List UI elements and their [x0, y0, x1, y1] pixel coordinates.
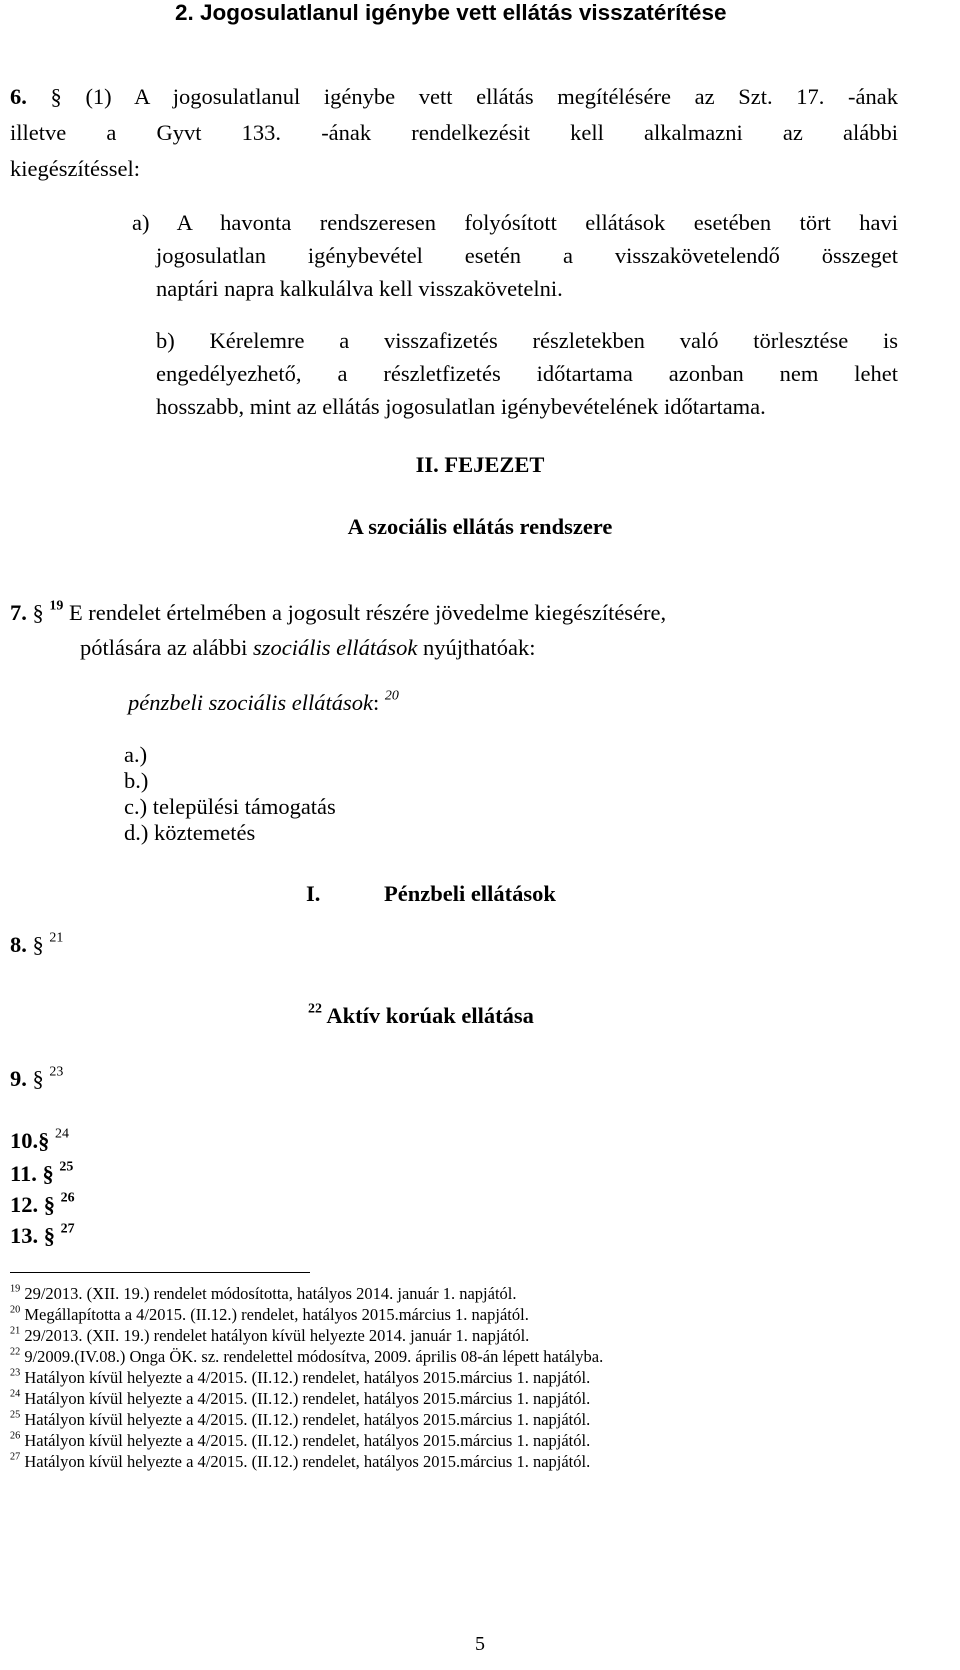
section-sign: §	[32, 932, 44, 957]
footnote	[10, 1389, 590, 1409]
chapter-number: II. FEJEZET	[415, 452, 545, 477]
footnote	[10, 1326, 529, 1346]
footnote-number: 22	[10, 1346, 21, 1358]
paragraph-11	[10, 1161, 73, 1187]
list-title-colon: :	[372, 690, 380, 715]
footnote-ref: 19	[49, 598, 64, 614]
italic-term: szociális ellátások	[253, 635, 418, 660]
paragraph-7-line-1	[10, 600, 666, 626]
footnote-ref: 26	[60, 1190, 75, 1206]
list-item: c.) települési támogatás	[124, 794, 336, 819]
subsection-number: I.	[306, 881, 321, 906]
list-item: a.)	[124, 742, 148, 767]
footnote-separator	[10, 1272, 310, 1273]
paragraph-text: (1) A jogosulatlanul igénybe vett ellátás megítélésére az Szt. 17. -ának	[85, 84, 899, 109]
footnote-text: Hatályon kívül helyezte a 4/2015. (II.12.) rendelet, hatályos 2015.március 1. napjától.	[24, 1431, 591, 1450]
footnote-ref: 20	[384, 688, 399, 704]
paragraph-number: 8.	[10, 932, 27, 957]
paragraph-12	[10, 1192, 75, 1218]
list-item: b.)	[124, 768, 149, 793]
footnote-number: 26	[10, 1430, 21, 1442]
paragraph-10	[10, 1128, 69, 1154]
footnote-number: 27	[10, 1451, 21, 1463]
footnote-text: Hatályon kívül helyezte a 4/2015. (II.12.) rendelet, hatályos 2015.március 1. napjától.	[24, 1389, 591, 1408]
footnote-ref: 24	[55, 1126, 69, 1142]
item-b-line-1: b) Kérelemre a visszafizetés részletekben való törlesztése is	[156, 328, 898, 353]
paragraph-7-line-2	[80, 635, 536, 661]
footnote-text: Megállapította a 4/2015. (II.12.) rendelet, hatályos 2015.március 1. napjától.	[24, 1305, 529, 1324]
footnote-text: Hatályon kívül helyezte a 4/2015. (II.12.) rendelet, hatályos 2015.március 1. napjától.	[24, 1410, 591, 1429]
item-a-line-3: naptári napra kalkulálva kell visszakövetelni.	[156, 276, 563, 301]
paragraph-6-line-3: kiegészítéssel:	[10, 156, 140, 181]
paragraph-8	[10, 932, 63, 958]
paragraph-number: 13.	[10, 1223, 39, 1248]
list-title	[128, 690, 399, 716]
footnote-ref: 25	[59, 1159, 74, 1175]
item-a-line-2: jogosulatlan igénybevétel esetén a visszakövetelendő összeget	[156, 243, 898, 268]
footnote-text: Hatályon kívül helyezte a 4/2015. (II.12.) rendelet, hatályos 2015.március 1. napjától.	[24, 1452, 591, 1471]
item-b-line-3: hosszabb, mint az ellátás jogosulatlan igénybevételének időtartama.	[156, 394, 766, 419]
footnote-ref: 21	[49, 930, 64, 946]
footnote	[10, 1284, 516, 1304]
footnote-number: 24	[10, 1388, 21, 1400]
footnote	[10, 1305, 529, 1325]
footnote-ref: 22	[308, 1001, 322, 1017]
footnote	[10, 1431, 590, 1451]
paragraph-9	[10, 1066, 63, 1092]
footnote-number: 23	[10, 1367, 21, 1379]
aktiv-title: Aktív korúak ellátása	[326, 1003, 534, 1028]
paragraph-number: 9.	[10, 1066, 27, 1091]
section-sign: §	[38, 1128, 50, 1153]
item-a-line-1: a) A havonta rendszeresen folyósított ellátások esetében tört havi	[132, 210, 898, 235]
footnote-text: 29/2013. (XII. 19.) rendelet módosította, hatályos 2014. január 1. napjától.	[24, 1284, 517, 1303]
footnote-text: Hatályon kívül helyezte a 4/2015. (II.12.) rendelet, hatályos 2015.március 1. napjától.	[24, 1368, 591, 1387]
footnote	[10, 1452, 590, 1472]
subsection-title: Pénzbeli ellátások	[384, 881, 556, 906]
footnote-ref: 27	[60, 1221, 75, 1237]
section-sign: §	[42, 1161, 54, 1186]
paragraph-number: 10.	[10, 1128, 39, 1153]
section-heading: 2. Jogosulatlanul igénybe vett ellátás visszatérítése	[175, 0, 727, 25]
footnote-text: 29/2013. (XII. 19.) rendelet hatályon kívül helyezte 2014. január 1. napjától.	[24, 1326, 530, 1345]
footnote	[10, 1347, 603, 1367]
paragraph-number: 12.	[10, 1192, 39, 1217]
text-segment: pótlására az alábbi	[80, 635, 248, 660]
paragraph-text: E rendelet értelmében a jogosult részére jövedelme kiegészítésére,	[68, 600, 667, 625]
section-sign: §	[32, 1066, 44, 1091]
paragraph-number: 6.	[10, 84, 27, 109]
footnote-ref: 23	[49, 1064, 64, 1080]
footnote-number: 25	[10, 1409, 21, 1421]
paragraph-6-line-2: illetve a Gyvt 133. -ának rendelkezésit kell alkalmazni az alábbi	[10, 120, 898, 145]
chapter-title: A szociális ellátás rendszere	[347, 514, 613, 539]
paragraph-number: 11.	[10, 1161, 37, 1186]
footnote-number: 21	[10, 1325, 21, 1337]
paragraph-13	[10, 1223, 75, 1249]
footnote-text: 9/2009.(IV.08.) Onga ÖK. sz. rendelettel módosítva, 2009. április 08-án lépett hatályba.	[24, 1347, 604, 1366]
text-segment: nyújthatóak:	[423, 635, 536, 660]
footnote	[10, 1368, 590, 1388]
section-sign: §	[43, 1192, 55, 1217]
footnote-number: 19	[10, 1283, 21, 1295]
item-b-line-2: engedélyezhető, a részletfizetés időtartama azonban nem lehet	[156, 361, 898, 386]
section-sign: §	[43, 1223, 55, 1248]
paragraph-6-line-1	[10, 84, 898, 110]
footnote	[10, 1410, 590, 1430]
section-sign: §	[32, 600, 44, 625]
section-sign: §	[50, 84, 62, 109]
aktiv-heading	[308, 1003, 534, 1029]
list-item: d.) köztemetés	[124, 820, 256, 845]
paragraph-number: 7.	[10, 600, 27, 625]
page-number: 5	[475, 1633, 485, 1655]
footnote-number: 20	[10, 1304, 21, 1316]
list-title-text: pénzbeli szociális ellátások	[128, 690, 373, 715]
